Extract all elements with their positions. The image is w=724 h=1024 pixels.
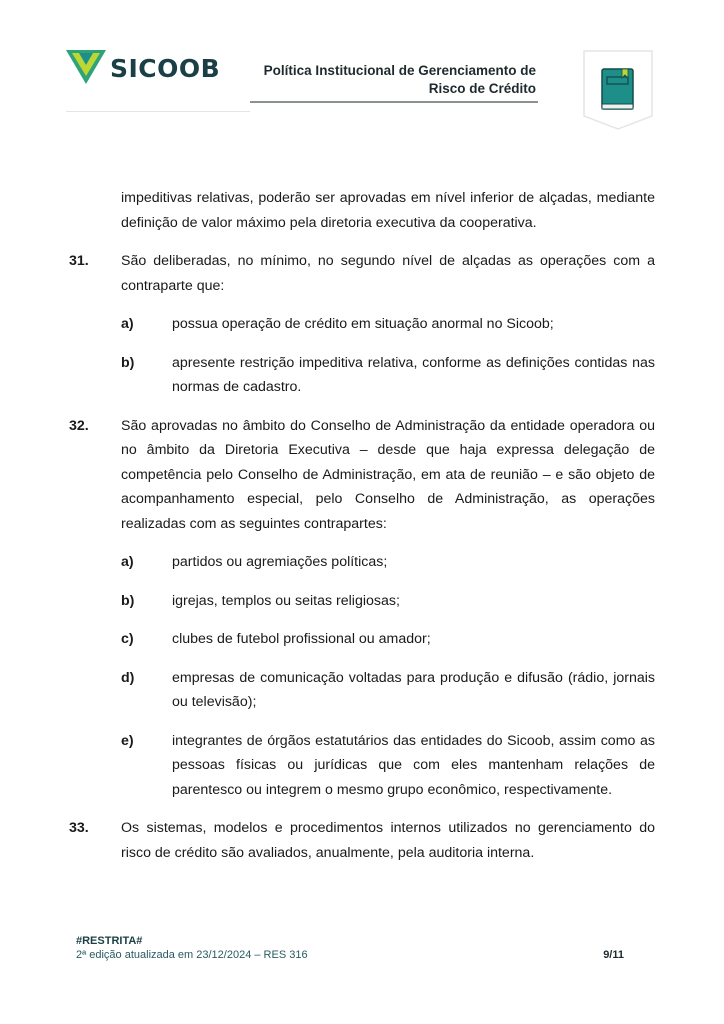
logo-wordmark: SICOOB [110, 53, 221, 83]
document-body [69, 186, 655, 865]
item-33 [69, 816, 655, 865]
item-31 [69, 249, 655, 298]
continuation-paragraph: impeditivas relativas, poderão ser aprovadas em nível inferior de alçadas, mediante definição de valor máximo pela diretoria executiva da cooperativa. [121, 190, 655, 231]
subitem-text: empresas de comunicação voltadas para produção e difusão (rádio, jornais ou televisão); [172, 669, 655, 710]
subitem-32-c [69, 627, 655, 652]
subitem-32-b [69, 589, 655, 614]
page-number: 9/11 [603, 949, 624, 961]
item-number: 32. [69, 417, 89, 434]
subitem-letter: a) [121, 316, 134, 332]
document-title-line1: Política Institucional de Gerenciamento de [263, 63, 536, 78]
header-divider-left [66, 111, 250, 112]
item-text: São deliberadas, no mínimo, no segundo nível de alçadas as operações com a contraparte que: [121, 253, 655, 294]
classification-label: #RESTRITA# [76, 935, 143, 947]
book-icon [582, 50, 654, 130]
item-number: 33. [69, 820, 89, 836]
book-badge [582, 50, 654, 130]
sicoob-logo [66, 50, 220, 86]
edition-info: 2ª edição atualizada em 23/12/2024 – RES 316 [76, 949, 308, 961]
subitem-31-b [69, 351, 655, 400]
subitem-letter: d) [121, 669, 135, 686]
subitem-text: integrantes de órgãos estatutários das entidades do Sicoob, assim como as pessoas físicas ou jurídicas que com eles mantenham relações de parentesco ou integrem o mesmo grupo econômico, respectivamente. [172, 732, 655, 798]
subitem-text: possua operação de crédito em situação anormal no Sicoob; [172, 316, 554, 332]
subitem-32-d [69, 666, 655, 715]
sicoob-logo-mark-icon [66, 50, 106, 86]
subitem-letter: b) [121, 592, 135, 609]
header-divider-right [250, 101, 538, 103]
subitem-text: igrejas, templos ou seitas religiosas; [172, 592, 400, 609]
subitem-letter: b) [121, 354, 135, 371]
subitem-letter: c) [121, 631, 134, 647]
item-number: 31. [69, 253, 89, 269]
item-text: São aprovadas no âmbito do Conselho de Administração da entidade operadora ou no âmbito da Diretoria Executiva – desde que haja expressa delegação de competência pelo Conselho de Administração, em ata de reunião – e são objeto de acompanhamento especial, pelo Conselho de Administração, as operações realizadas com as seguintes contrapartes: [121, 417, 655, 532]
subitem-31-a [69, 312, 655, 337]
item-32 [69, 414, 655, 537]
subitem-letter: e) [121, 732, 134, 749]
subitem-text: partidos ou agremiações políticas; [172, 554, 388, 570]
document-title [264, 62, 536, 98]
subitem-32-e [69, 729, 655, 803]
subitem-text: clubes de futebol profissional ou amador; [172, 631, 431, 647]
subitem-32-a [69, 550, 655, 575]
subitem-text: apresente restrição impeditiva relativa, conforme as definições contidas nas normas de cadastro. [172, 354, 655, 395]
item-text: Os sistemas, modelos e procedimentos internos utilizados no gerenciamento do risco de crédito são avaliados, anualmente, pela auditoria interna. [121, 820, 655, 861]
document-title-line2: Risco de Crédito [428, 81, 536, 96]
subitem-letter: a) [121, 554, 134, 570]
